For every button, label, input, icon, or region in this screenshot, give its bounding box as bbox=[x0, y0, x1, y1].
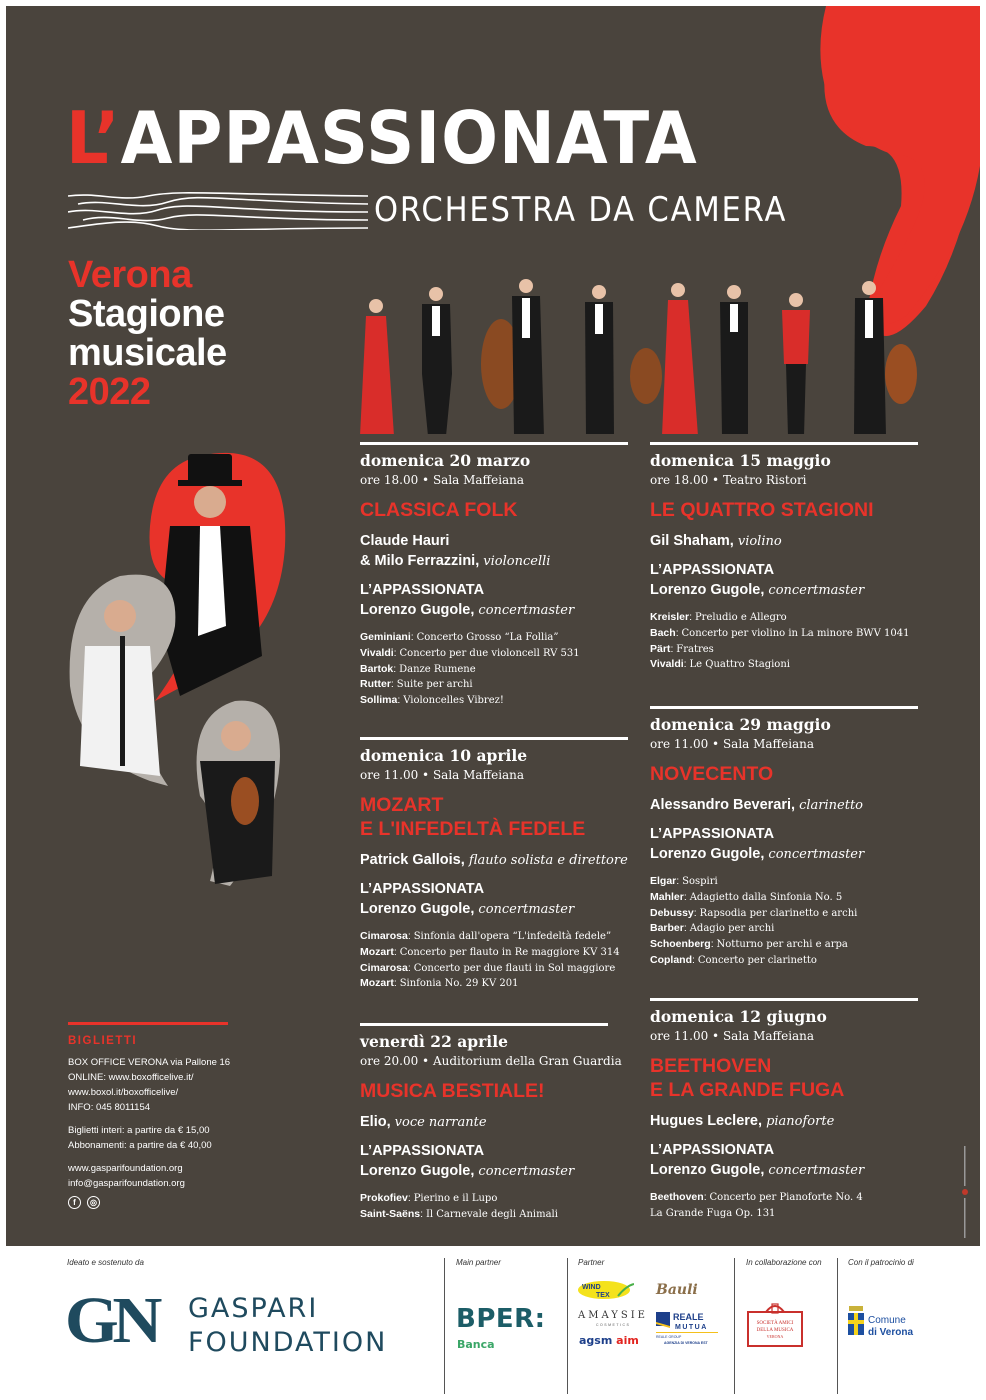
price-season: Abbonamenti: a partire da € 40,00 bbox=[68, 1140, 212, 1151]
soloist-name-line: Claude Hauri bbox=[360, 533, 450, 549]
event-soloist: Claude Hauri & Milo Ferrazzini, violoncelli bbox=[360, 531, 628, 572]
footer-divider bbox=[734, 1258, 735, 1394]
event-ensemble: L’APPASSIONATA Lorenzo Gugole, concertmaster bbox=[650, 560, 918, 601]
event-ensemble: L’APPASSIONATA Lorenzo Gugole, concertmaster bbox=[650, 824, 918, 865]
event-time-venue: ore 18.00 • Sala Maffeiana bbox=[360, 473, 525, 487]
soloist-photos bbox=[40, 426, 340, 906]
collaboration-label: In collaborazione con bbox=[746, 1258, 822, 1267]
event-title bbox=[650, 498, 918, 522]
concertmaster-role: concertmaster bbox=[768, 1163, 865, 1178]
event-time-venue: ore 20.00 • Auditorium della Gran Guardia bbox=[360, 1054, 622, 1068]
program-item: Mozart: Sinfonia No. 29 KV 201 bbox=[360, 977, 519, 990]
event-divider bbox=[360, 442, 628, 445]
concertmaster-role: concertmaster bbox=[478, 1164, 575, 1179]
event-title-line: MOZART bbox=[360, 794, 444, 816]
footer-divider bbox=[444, 1258, 445, 1394]
event-ensemble: L’APPASSIONATA Lorenzo Gugole, concertmaster bbox=[360, 879, 628, 920]
concertmaster-role: concertmaster bbox=[478, 902, 575, 917]
program-item: Cimarosa: Sinfonia dall'opera “L'infedeltà fedele” bbox=[360, 930, 612, 942]
reale-mutua-logo bbox=[656, 1310, 718, 1348]
event-program bbox=[360, 1191, 628, 1223]
email-link[interactable]: info@gasparifoundation.org bbox=[68, 1178, 185, 1189]
program-item: Bach: Concerto per violino in La minore BWV 1041 bbox=[650, 626, 910, 639]
program-item: Beethoven: Concerto per Pianoforte No. 4 bbox=[650, 1191, 863, 1203]
program-item: Kreisler: Preludio e Allegro bbox=[650, 611, 787, 623]
event-program bbox=[650, 1190, 918, 1222]
event-date: domenica 15 maggio bbox=[650, 451, 831, 470]
svg-text:Comune: Comune bbox=[868, 1315, 906, 1326]
bauli-logo: Bauli bbox=[656, 1282, 698, 1298]
event-title bbox=[360, 1079, 628, 1103]
event-time-venue: ore 18.00 • Teatro Ristori bbox=[650, 473, 807, 487]
event-title bbox=[650, 1054, 918, 1102]
event-beethoven bbox=[650, 998, 918, 1222]
event-classica-folk bbox=[360, 442, 628, 709]
event-ensemble: L’APPASSIONATA Lorenzo Gugole, concertmaster bbox=[650, 1140, 918, 1181]
bper-logo-sub: Banca bbox=[457, 1338, 495, 1351]
event-divider bbox=[650, 998, 918, 1001]
program-item: Debussy: Rapsodia per clarinetto e archi bbox=[650, 906, 858, 919]
event-soloist: Gil Shaham, violino bbox=[650, 533, 782, 549]
concertmaster-name: Lorenzo Gugole bbox=[650, 1162, 761, 1178]
season-line-2: musicale bbox=[68, 332, 227, 374]
event-musica-bestiale bbox=[360, 1023, 628, 1223]
subtitle: ORCHESTRA DA CAMERA bbox=[374, 190, 788, 230]
event-ensemble: L’APPASSIONATA Lorenzo Gugole, concertmaster bbox=[360, 1141, 628, 1182]
soloist-name-line: Patrick Gallois bbox=[360, 852, 461, 868]
program-item: Pärt: Fratres bbox=[650, 642, 714, 655]
soloist-name-line: Hugues Leclere bbox=[650, 1113, 758, 1129]
season-city: Verona bbox=[68, 254, 192, 296]
event-date: domenica 20 marzo bbox=[360, 451, 531, 470]
svg-text:AGENZIA DI VERONA EST: AGENZIA DI VERONA EST bbox=[664, 1341, 708, 1345]
amaysie-logo: AMAYSIE bbox=[578, 1310, 648, 1321]
footer-divider bbox=[567, 1258, 568, 1394]
svg-text:WIND: WIND bbox=[582, 1284, 601, 1291]
concertmaster-role: concertmaster bbox=[768, 583, 865, 598]
website-link[interactable]: www.gasparifoundation.org bbox=[68, 1163, 183, 1174]
event-program bbox=[360, 630, 628, 709]
ensemble-name: L’APPASSIONATA bbox=[650, 562, 775, 578]
event-title-line: E L'INFEDELTÀ FEDELE bbox=[360, 818, 586, 840]
gaspari-logo-text bbox=[188, 1292, 387, 1360]
orchestra-lineup-photo bbox=[346, 264, 946, 434]
event-title-line: BEETHOVEN bbox=[650, 1055, 772, 1077]
event-soloist: Alessandro Beverari, clarinetto bbox=[650, 797, 864, 813]
soloist-name-line: Alessandro Beverari bbox=[650, 797, 792, 813]
price-full: Biglietti interi: a partire da € 15,00 bbox=[68, 1125, 210, 1136]
svg-text:DELLA MUSICA: DELLA MUSICA bbox=[756, 1328, 794, 1333]
season-year: 2022 bbox=[68, 371, 151, 413]
soloist-role: violino bbox=[737, 534, 782, 549]
title-apostrophe: L’ bbox=[66, 96, 121, 180]
title-text: APPASSIONATA bbox=[120, 96, 698, 180]
event-title-line: MUSICA BESTIALE! bbox=[360, 1080, 545, 1102]
concertmaster-name: Lorenzo Gugole bbox=[650, 846, 761, 862]
program-item: Copland: Concerto per clarinetto bbox=[650, 953, 817, 966]
event-program bbox=[360, 929, 628, 992]
facebook-icon[interactable]: f bbox=[68, 1196, 81, 1209]
social-links bbox=[68, 1196, 233, 1209]
event-date: venerdì 22 aprile bbox=[360, 1032, 508, 1051]
event-program bbox=[650, 610, 918, 673]
event-title-line: CLASSICA FOLK bbox=[360, 499, 518, 521]
event-divider bbox=[650, 442, 918, 445]
event-title-line: NOVECENTO bbox=[650, 763, 774, 785]
agsm-aim-logo: agsm aim bbox=[579, 1334, 639, 1347]
tickets-info bbox=[68, 1022, 233, 1209]
event-ensemble: L’APPASSIONATA Lorenzo Gugole, concertmaster bbox=[360, 580, 628, 621]
event-mozart bbox=[360, 737, 628, 992]
svg-text:TEX: TEX bbox=[596, 1292, 610, 1299]
concertmaster-role: concertmaster bbox=[768, 847, 865, 862]
event-divider bbox=[360, 1023, 608, 1026]
event-title-line: LE QUATTRO STAGIONI bbox=[650, 499, 874, 521]
soloist-role: flauto solista e direttore bbox=[468, 853, 628, 868]
soloist-name-line: Gil Shaham bbox=[650, 533, 730, 549]
program-item: La Grande Fuga Op. 131 bbox=[650, 1207, 776, 1219]
subtitle-row bbox=[68, 190, 833, 230]
program-item: Geminiani: Concerto Grosso “La Follia” bbox=[360, 631, 559, 643]
online-link-2[interactable]: www.boxol.it/boxofficelive/ bbox=[68, 1087, 179, 1098]
box-office-address: BOX OFFICE VERONA via Pallone 16 bbox=[68, 1057, 231, 1068]
concertmaster-name: Lorenzo Gugole bbox=[650, 582, 761, 598]
ensemble-name: L’APPASSIONATA bbox=[650, 1142, 775, 1158]
concertmaster-name: Lorenzo Gugole bbox=[360, 1163, 471, 1179]
season-line-1: Stagione bbox=[68, 293, 225, 335]
event-soloist: Patrick Gallois, flauto solista e direttore bbox=[360, 852, 628, 868]
patronage-label: Con il patrocinio di bbox=[848, 1258, 914, 1267]
event-novecento bbox=[650, 706, 918, 969]
tickets-divider bbox=[68, 1022, 228, 1025]
gaspari-logo-mark: GN bbox=[64, 1284, 157, 1357]
founder-label: Ideato e sostenuto da bbox=[67, 1258, 144, 1267]
amaysie-logo-sub: COSMETICS bbox=[596, 1323, 631, 1327]
staff-waves-icon bbox=[68, 190, 368, 230]
program-item: Prokofiev: Pierino e il Lupo bbox=[360, 1192, 498, 1204]
soloist-role: voce narrante bbox=[394, 1115, 487, 1130]
ensemble-name: L’APPASSIONATA bbox=[360, 1143, 485, 1159]
soloist-role: clarinetto bbox=[799, 798, 864, 813]
poster bbox=[6, 6, 980, 1246]
event-title bbox=[360, 793, 628, 841]
concertmaster-role: concertmaster bbox=[478, 603, 575, 618]
concertmaster-name: Lorenzo Gugole bbox=[360, 602, 471, 618]
program-item: Rutter: Suite per archi bbox=[360, 678, 473, 691]
event-title bbox=[360, 498, 628, 522]
event-title bbox=[650, 762, 918, 786]
main-partner-label: Main partner bbox=[456, 1258, 501, 1267]
svg-text:VERONA: VERONA bbox=[766, 1334, 784, 1339]
svg-text:SOCIETÀ AMICI: SOCIETÀ AMICI bbox=[756, 1321, 794, 1326]
program-item: Sollima: Violoncelles Vibrez! bbox=[360, 694, 504, 707]
event-soloist: Hugues Leclere, pianoforte bbox=[650, 1113, 835, 1129]
comune-di-verona-logo bbox=[848, 1304, 928, 1344]
soloist-name-line: & Milo Ferrazzini bbox=[360, 553, 476, 569]
event-divider bbox=[360, 737, 628, 740]
program-item: Cimarosa: Concerto per due flauti in Sol maggiore bbox=[360, 961, 616, 974]
ensemble-name: L’APPASSIONATA bbox=[360, 881, 485, 897]
instagram-icon[interactable]: ◎ bbox=[87, 1196, 100, 1209]
gaspari-line-1: GASPARI bbox=[188, 1293, 319, 1324]
ensemble-name: L’APPASSIONATA bbox=[650, 826, 775, 842]
sponsor-footer bbox=[0, 1246, 986, 1400]
event-date: domenica 29 maggio bbox=[650, 715, 831, 734]
partner-label: Partner bbox=[578, 1258, 605, 1267]
event-time-venue: ore 11.00 • Sala Maffeiana bbox=[360, 768, 525, 782]
info-phone: INFO: 045 8011154 bbox=[68, 1102, 151, 1113]
svg-text:MUTUA: MUTUA bbox=[675, 1324, 708, 1331]
bper-logo: BPER: bbox=[456, 1304, 546, 1334]
program-item: Barber: Adagio per archi bbox=[650, 922, 775, 935]
event-divider bbox=[650, 706, 918, 709]
soloist-role: pianoforte bbox=[766, 1114, 835, 1129]
event-date: domenica 10 aprile bbox=[360, 746, 528, 765]
program-item: Mozart: Concerto per flauto in Re maggiore KV 314 bbox=[360, 945, 620, 958]
orchestra-title bbox=[66, 96, 698, 180]
event-time-venue: ore 11.00 • Sala Maffeiana bbox=[650, 1029, 815, 1043]
season-heading bbox=[68, 256, 227, 412]
design-credit-mark bbox=[960, 1136, 970, 1246]
soloist-name-line: Elio bbox=[360, 1114, 387, 1130]
program-item: Bartok: Danze Rumene bbox=[360, 662, 476, 675]
amici-della-musica-logo bbox=[746, 1302, 804, 1348]
program-item: Elgar: Sospiri bbox=[650, 875, 718, 887]
event-program bbox=[650, 874, 918, 969]
event-soloist: Elio, voce narrante bbox=[360, 1114, 487, 1130]
windtex-logo bbox=[578, 1280, 634, 1300]
gaspari-line-2: FOUNDATION bbox=[188, 1327, 388, 1358]
svg-text:di Verona: di Verona bbox=[868, 1327, 914, 1338]
event-time-venue: ore 11.00 • Sala Maffeiana bbox=[650, 737, 815, 751]
online-link[interactable]: ONLINE: www.boxofficelive.it/ bbox=[68, 1072, 194, 1083]
tickets-heading: BIGLIETTI bbox=[68, 1035, 138, 1047]
program-item: Schoenberg: Notturno per archi e arpa bbox=[650, 938, 848, 951]
event-date: domenica 12 giugno bbox=[650, 1007, 827, 1026]
program-item: Vivaldi: Concerto per due violoncell RV 531 bbox=[360, 646, 580, 659]
program-item: Vivaldi: Le Quattro Stagioni bbox=[650, 658, 790, 671]
svg-text:REALE GROUP: REALE GROUP bbox=[656, 1335, 682, 1339]
ensemble-name: L’APPASSIONATA bbox=[360, 582, 485, 598]
event-le-quattro-stagioni bbox=[650, 442, 918, 673]
soloist-role: violoncelli bbox=[483, 554, 551, 569]
svg-text:REALE: REALE bbox=[673, 1312, 704, 1322]
program-item: Mahler: Adagietto dalla Sinfonia No. 5 bbox=[650, 890, 843, 903]
event-title-line: E LA GRANDE FUGA bbox=[650, 1079, 845, 1101]
program-item: Saint-Saëns: Il Carnevale degli Animali bbox=[360, 1207, 558, 1220]
concertmaster-name: Lorenzo Gugole bbox=[360, 901, 471, 917]
footer-divider bbox=[837, 1258, 838, 1394]
